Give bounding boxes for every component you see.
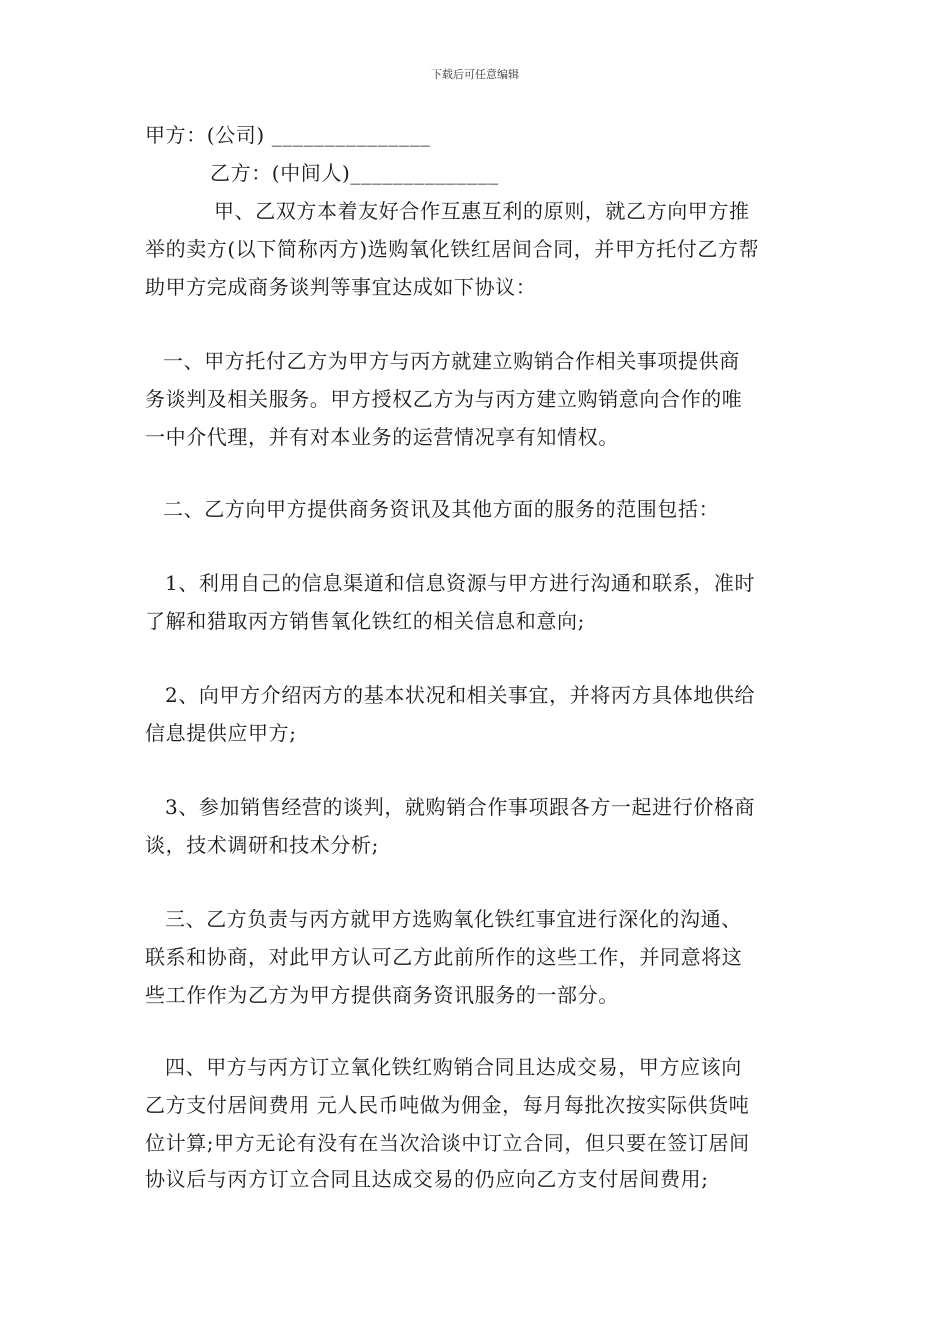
item-3-line: 谈，技术调研和技术分析; bbox=[145, 833, 379, 857]
clause-3-line: 些工作作为乙方为甲方提供商务资讯服务的一部分。 bbox=[145, 983, 619, 1007]
clause-4-line: 位计算;甲方无论有没有在当次洽谈中订立合同，但只要在签订居间 bbox=[145, 1131, 750, 1155]
preamble-line: 助甲方完成商务谈判等事宜达成如下协议： bbox=[145, 275, 537, 299]
header-note: 下载后可任意编辑 bbox=[431, 68, 519, 81]
item-1-line: 1、利用自己的信息渠道和信息资源与甲方进行沟通和联系，准时 bbox=[165, 571, 756, 595]
item-2-line: 信息提供应甲方; bbox=[145, 721, 297, 745]
clause-1-line: 一中介代理，并有对本业务的运营情况享有知情权。 bbox=[145, 425, 619, 449]
clause-1-line: 一、甲方托付乙方为甲方与丙方就建立购销合作相关事项提供商 bbox=[163, 349, 740, 373]
clause-4-line: 协议后与丙方订立合同且达成交易的仍应向乙方支付居间费用; bbox=[145, 1167, 709, 1191]
clause-2-line: 二、乙方向甲方提供商务资讯及其他方面的服务的范围包括： bbox=[163, 497, 720, 521]
item-3-line: 3、参加销售经营的谈判，就购销合作事项跟各方一起进行价格商 bbox=[165, 795, 756, 819]
preamble-line: 举的卖方(以下简称丙方)选购氧化铁红居间合同，并甲方托付乙方帮 bbox=[145, 237, 760, 261]
item-2-line: 2、向甲方介绍丙方的基本状况和相关事宜，并将丙方具体地供给 bbox=[165, 683, 756, 707]
clause-3-line: 联系和协商，对此甲方认可乙方此前所作的这些工作，并同意将这 bbox=[145, 945, 743, 969]
party-b-line: 乙方：(中间人)______________ bbox=[210, 161, 499, 185]
clause-3-line: 三、乙方负责与丙方就甲方选购氧化铁红事宜进行深化的沟通、 bbox=[165, 907, 742, 931]
clause-4-line: 乙方支付居间费用 元人民币吨做为佣金，每月每批次按实际供货吨 bbox=[145, 1093, 750, 1117]
clause-4-line: 四、甲方与丙方订立氧化铁红购销合同且达成交易，甲方应该向 bbox=[165, 1055, 742, 1079]
party-a-line: 甲方：(公司) _______________ bbox=[145, 123, 431, 147]
clause-1-line: 务谈判及相关服务。甲方授权乙方为与丙方建立购销意向合作的唯 bbox=[145, 387, 743, 411]
preamble-line: 甲、乙双方本着友好合作互惠互利的原则，就乙方向甲方推 bbox=[214, 199, 750, 223]
item-1-line: 了解和猎取丙方销售氧化铁红的相关信息和意向; bbox=[145, 609, 585, 633]
